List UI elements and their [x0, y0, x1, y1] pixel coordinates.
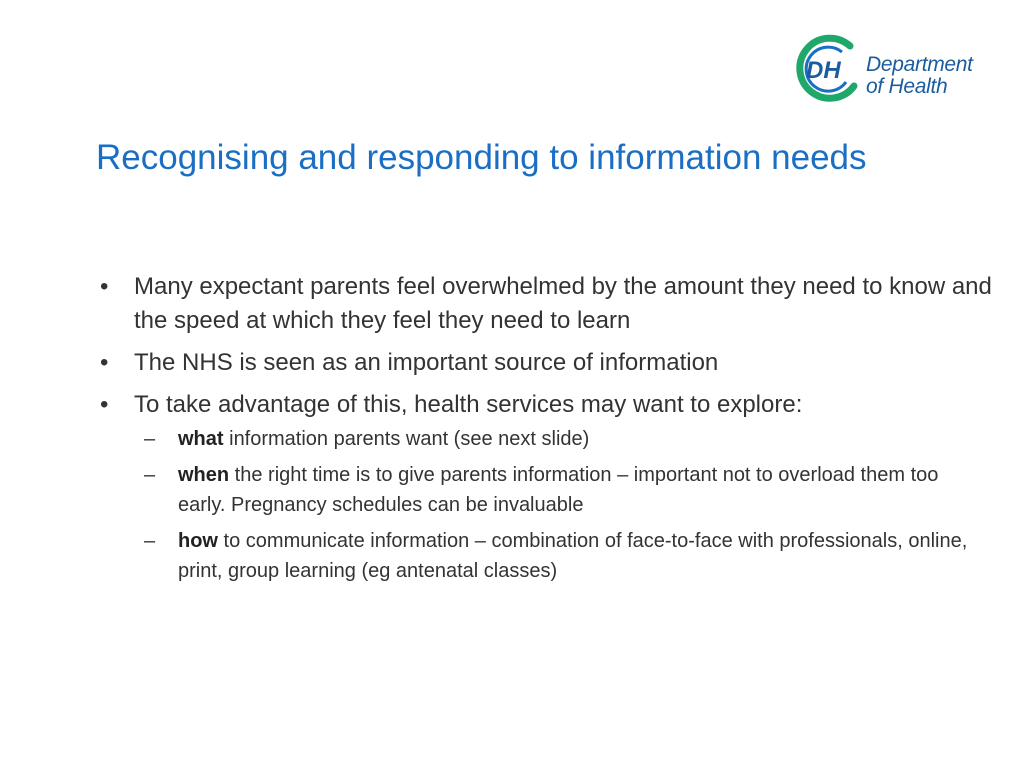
sub-bullet-item — [100, 424, 978, 454]
sub-bullet-item — [100, 460, 978, 520]
sub-bullet-keyword: what — [178, 428, 224, 450]
sub-bullet-marker: – — [144, 428, 156, 450]
sub-bullet-item — [100, 526, 978, 586]
bullet-text: To take advantage of this, health services may want to explore: — [134, 391, 803, 418]
bullet-marker: • — [100, 273, 109, 300]
sub-bullet-marker: – — [144, 464, 156, 486]
logo-mark-text: DH — [806, 57, 841, 84]
bullet-marker: • — [100, 391, 109, 418]
sub-bullet-marker: – — [144, 530, 156, 552]
sub-bullet-keyword: how — [178, 530, 218, 552]
sub-bullet-list — [100, 424, 1000, 586]
logo-wordmark — [866, 54, 973, 98]
logo-line-2: of Health — [866, 75, 948, 98]
sub-bullet-text: information parents want (see next slide) — [223, 428, 590, 450]
slide-body — [100, 270, 1000, 592]
logo-line-1: Department — [866, 53, 973, 76]
bullet-item — [100, 270, 1000, 338]
bullet-item — [100, 388, 1000, 422]
bullet-marker: • — [100, 349, 109, 376]
sub-bullet-text: to communicate information – combination of face-to-face with professionals, online, print, group learning (eg antenatal classes) — [178, 530, 968, 582]
dh-emblem-icon — [792, 34, 862, 104]
bullet-text: The NHS is seen as an important source of information — [134, 349, 719, 376]
slide-title: Recognising and responding to information needs — [96, 138, 867, 177]
sub-bullet-keyword: when — [178, 464, 230, 486]
department-of-health-logo — [792, 34, 1002, 104]
bullet-text: Many expectant parents feel overwhelmed by the amount they need to know and the speed at which they feel they need to learn — [134, 273, 992, 334]
sub-bullet-text: the right time is to give parents information – important not to overload them too early. Pregnancy schedules can be invaluable — [178, 464, 939, 516]
bullet-item — [100, 346, 1000, 380]
